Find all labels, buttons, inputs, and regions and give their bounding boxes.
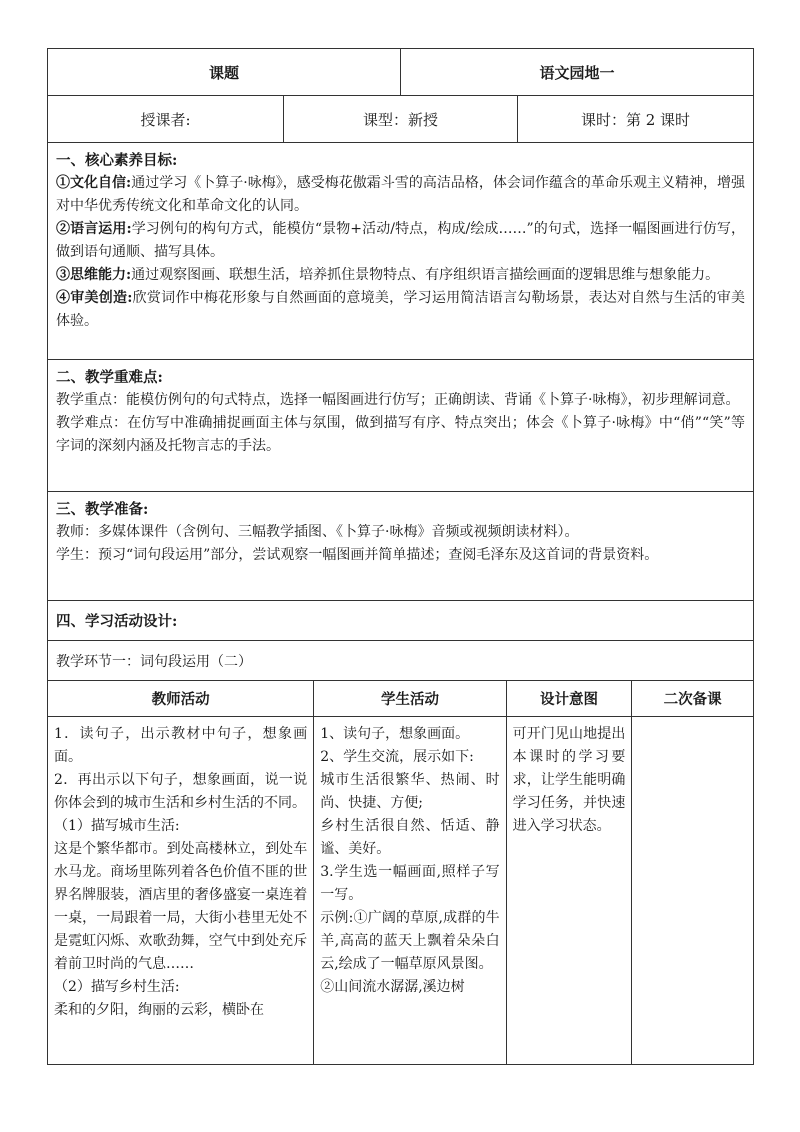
student-activity-line: 示例:①广阔的草原,成群的牛羊,高高的蓝天上飘着朵朵白云,绘成了一幅草原风景图。 — [320, 910, 500, 972]
column-header: 设计意图 — [507, 681, 633, 716]
goal-text: 欣赏词作中梅花形象与自然画面的意境美，学习运用简洁语言勾勒场景，表达对自然与生活的审美体验。 — [56, 290, 745, 329]
teacher-activity-line: 2．再出示以下句子，想象画面，说一说你体会到的城市生活和乡村生活的不同。 — [54, 772, 308, 811]
section-heading: 一、核心素养目标: — [56, 152, 178, 169]
lesson-period: 课时：第 2 课时 — [580, 110, 691, 129]
student-prep: 学生：预习“词句段运用”部分，尝试观察一幅图画并简单描述；查阅毛泽东及这首词的背景资料。 — [56, 547, 659, 563]
teacher-prep: 教师：多媒体课件（含例句、三幅教学插图、《卜算子·咏梅》音频或视频朗读材料）。 — [56, 524, 579, 540]
goal-item — [56, 218, 745, 264]
core-goals-section — [48, 143, 753, 360]
goal-text: 通过学习《卜算子·咏梅》，感受梅花傲霜斗雪的高洁品格，体会词作蕴含的革命乐观主义精神，增强对中华优秀传统文化和革命文化的认同。 — [56, 175, 746, 214]
section-heading: 二、教学重难点: — [56, 369, 163, 386]
table-frame — [47, 48, 754, 1065]
teacher-activity-line: 1．读句子，出示教材中句子，想象画面。 — [54, 726, 308, 765]
student-activity-cell — [314, 717, 506, 1064]
difficult-point: 教学难点：在仿写中准确捕捉画面主体与氛围，做到描写有序、特点突出；体会《卜算子·咏梅》中“俏”“笑”等字词的深刻内涵及托物言志的手法。 — [56, 415, 745, 454]
second-prep-cell — [632, 717, 753, 1064]
goal-label: ②语言运用: — [56, 221, 132, 237]
subject-label: 课题 — [48, 49, 401, 95]
student-activity-line: 3.学生选一幅画面,照样子写一写。 — [320, 864, 500, 903]
teacher-activity-line: （1）描写城市生活: — [54, 818, 180, 834]
goal-label: ③思维能力: — [56, 267, 132, 283]
title-row — [48, 49, 753, 96]
activity-grid-header — [48, 681, 753, 717]
student-activity-line: 2、学生交流，展示如下: — [320, 749, 474, 765]
teacher-activity-line: （2）描写乡村生活: — [54, 979, 180, 995]
teaching-step: 教学环节一：词句段运用（二） — [48, 641, 753, 681]
column-header: 学生活动 — [314, 681, 506, 716]
lesson-plan-table — [47, 48, 754, 1065]
column-header: 教师活动 — [48, 681, 314, 716]
student-activity-line: 城市生活很繁华、热闹、时尚、快捷、方便; — [320, 772, 500, 811]
teacher-activity-line: 柔和的夕阳，绚丽的云彩，横卧在 — [54, 1002, 264, 1018]
design-intent-cell — [507, 717, 633, 1064]
goal-label: ①文化自信: — [56, 175, 132, 191]
goal-text: 通过观察图画、联想生活，培养抓住景物特点、有序组织语言描绘画面的逻辑思维与想象能力。 — [131, 267, 720, 283]
goal-item — [56, 287, 745, 333]
preparation-section — [48, 492, 753, 601]
meta-row — [48, 96, 753, 143]
goal-label: ④审美创造: — [56, 290, 133, 306]
goal-item — [56, 172, 745, 218]
subject-value: 语文园地一 — [539, 63, 615, 82]
activity-grid-row — [48, 717, 753, 1065]
column-header: 二次备课 — [663, 691, 722, 708]
goal-item — [56, 264, 745, 287]
lesson-type: 课型：新授 — [284, 96, 518, 142]
student-activity-line: 1、读句子，想象画面。 — [320, 726, 470, 742]
teacher-activity-line: 这是个繁华都市。到处高楼林立，到处车水马龙。商场里陈列着各色价值不匪的世界名牌服装，酒店里的奢侈盛宴一桌连着一桌，一局跟着一局，大街小巷里无处不是霓虹闪烁、欢歌劲舞，空气中到处充斥着前卫时尚的气息…… — [54, 841, 308, 972]
key-difficult-section — [48, 360, 753, 492]
key-point: 教学重点：能模仿例句的句式特点，选择一幅图画进行仿写；正确朗读、背诵《卜算子·咏梅》，初步理解词意。 — [56, 392, 740, 408]
teacher-activity-cell — [48, 717, 314, 1064]
student-activity-line: 乡村生活很自然、恬适、静谧、美好。 — [320, 818, 500, 857]
design-intent-text: 可开门见山地提出本课时的学习要求，让学生能明确学习任务，并快速进入学习状态。 — [512, 726, 626, 834]
student-activity-line: ②山间流水潺潺,溪边树 — [320, 979, 465, 995]
goal-text: 学习例句的构句方式，能模仿“景物+活动/特点，构成/绘成……”的句式，选择一幅图画进行仿写，做到语句通顺、描写具体。 — [56, 221, 746, 260]
teacher-label: 授课者: — [48, 96, 284, 142]
section-heading: 三、教学准备: — [56, 501, 149, 518]
activity-design-heading: 四、学习活动设计: — [48, 601, 753, 641]
